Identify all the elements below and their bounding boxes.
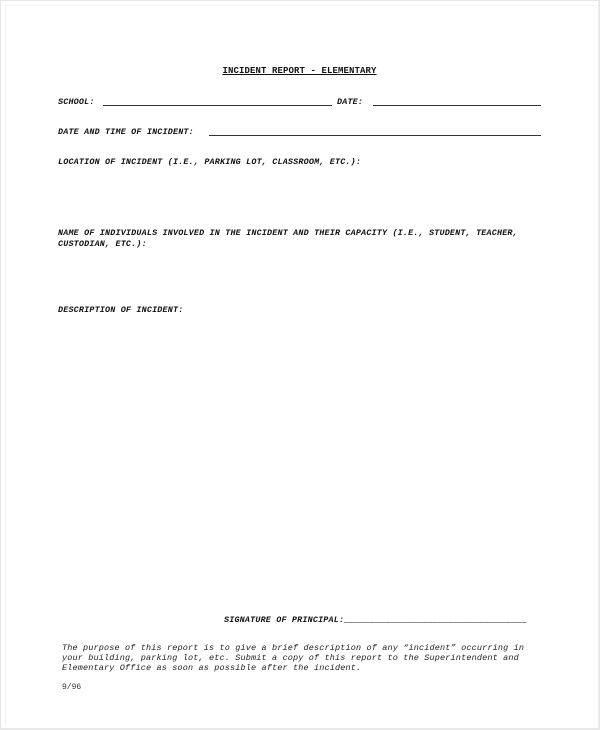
form-code: 9/96 bbox=[62, 683, 82, 692]
date-label: DATE: bbox=[337, 97, 364, 107]
school-field[interactable] bbox=[103, 105, 332, 106]
purpose-note bbox=[62, 643, 557, 673]
purpose-line-1: The purpose of this report is to give a brief description of any “incident” occurring in bbox=[62, 643, 525, 653]
individuals-label-line1: NAME OF INDIVIDUALS INVOLVED IN THE INCIDENT AND THEIR CAPACITY (I.E., STUDENT, TEACHER, bbox=[58, 228, 518, 238]
document-page bbox=[1, 1, 599, 729]
date-field[interactable] bbox=[373, 105, 541, 106]
signature-label: SIGNATURE OF PRINCIPAL:___________________________________ bbox=[224, 615, 528, 625]
document-title: INCIDENT REPORT - ELEMENTARY bbox=[222, 66, 377, 76]
purpose-line-2: your building, parking lot, etc. Submit a copy of this report to the Superintendent and bbox=[62, 653, 519, 663]
individuals-label-line2: CUSTODIAN, ETC.): bbox=[58, 239, 147, 249]
purpose-line-3: Elementary Office as soon as possible after the incident. bbox=[62, 663, 362, 673]
description-label: DESCRIPTION OF INCIDENT: bbox=[58, 305, 184, 315]
date-time-field[interactable] bbox=[209, 135, 541, 136]
school-label: SCHOOL: bbox=[58, 97, 95, 107]
location-label: LOCATION OF INCIDENT (I.E., PARKING LOT, CLASSROOM, ETC.): bbox=[58, 157, 362, 167]
date-time-label: DATE AND TIME OF INCIDENT: bbox=[58, 127, 194, 137]
